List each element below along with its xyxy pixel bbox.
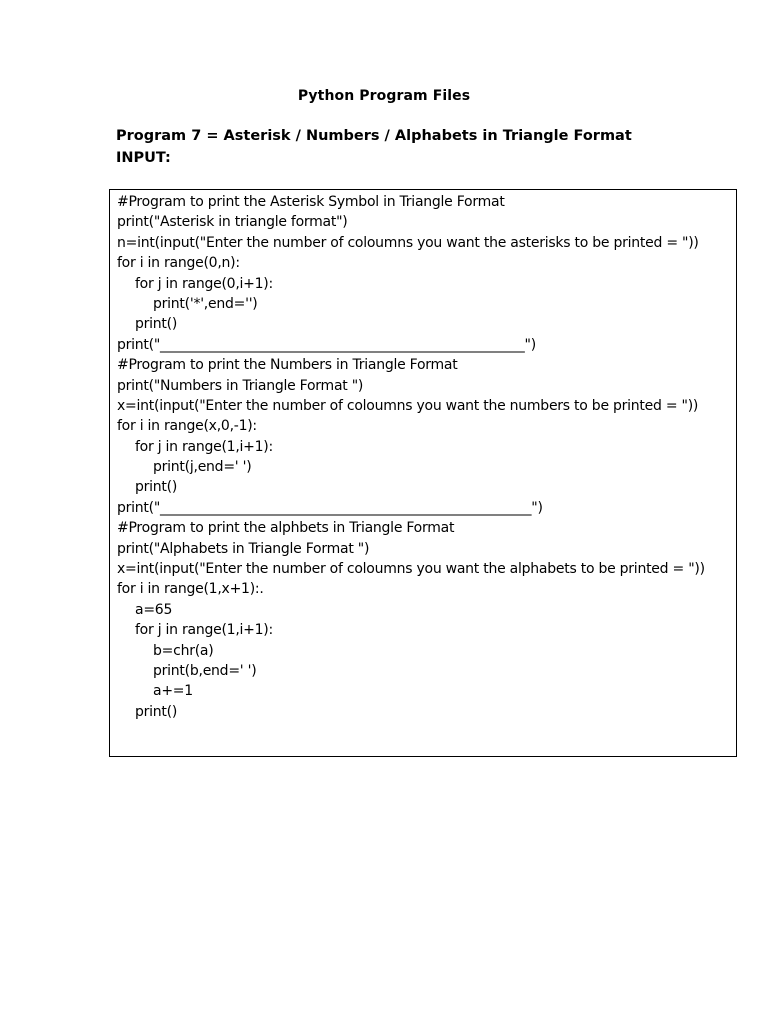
code-line: #Program to print the Numbers in Triangle Format <box>117 357 458 374</box>
code-line: #Program to print the alphbets in Triangle Format <box>117 520 455 537</box>
code-line: print() <box>135 479 178 496</box>
code-line: print("Numbers in Triangle Format ") <box>117 377 364 394</box>
code-line: for i in range(0,n): <box>117 255 240 272</box>
code-lines <box>117 190 734 722</box>
code-line: print("_______________________________________________________") <box>117 499 543 516</box>
code-line: x=int(input("Enter the number of coloumns you want the numbers to be printed = ")) <box>117 397 699 414</box>
page-title: Python Program Files <box>297 88 471 104</box>
code-line: b=chr(a) <box>153 642 214 659</box>
code-line: for j in range(1,i+1): <box>135 438 273 455</box>
code-line: a+=1 <box>153 683 193 700</box>
code-line: print("Alphabets in Triangle Format ") <box>117 540 370 557</box>
code-line: print(b,end=' ') <box>153 662 257 679</box>
code-line: print("______________________________________________________") <box>117 336 536 353</box>
code-line: for i in range(1,x+1):. <box>117 581 264 598</box>
code-line: for j in range(1,i+1): <box>135 622 273 639</box>
code-line: for i in range(x,0,-1): <box>117 418 257 435</box>
code-line: n=int(input("Enter the number of coloumns you want the asterisks to be printed = ")) <box>117 234 699 251</box>
code-line: a=65 <box>135 601 173 618</box>
code-box <box>109 189 737 757</box>
program-heading: Program 7 = Asterisk / Numbers / Alphabets in Triangle Format <box>116 128 632 144</box>
code-line: print() <box>135 316 178 333</box>
code-line: print() <box>135 703 178 720</box>
code-line: print('*',end='') <box>153 295 258 312</box>
input-label: INPUT: <box>116 150 171 166</box>
code-line: #Program to print the Asterisk Symbol in Triangle Format <box>117 194 505 210</box>
code-line: print(j,end=' ') <box>153 459 252 476</box>
code-line: x=int(input("Enter the number of coloumns you want the alphabets to be printed = ")) <box>117 561 705 578</box>
code-line: for j in range(0,i+1): <box>135 275 273 292</box>
code-line: print("Asterisk in triangle format") <box>117 214 348 231</box>
